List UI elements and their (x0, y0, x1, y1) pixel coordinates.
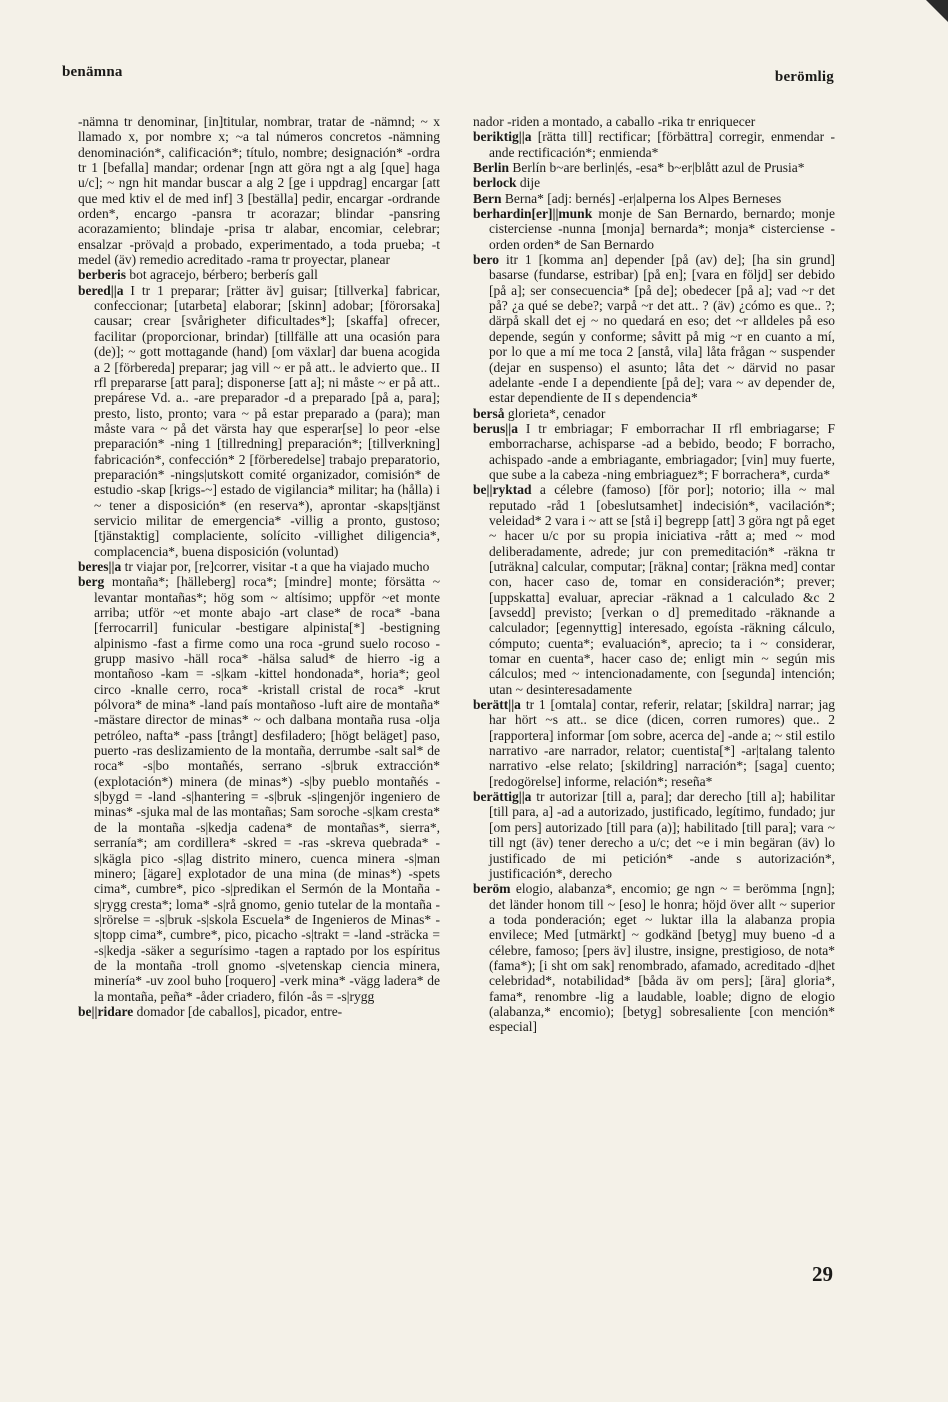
entry-headword: Berlin (473, 160, 509, 176)
page-number: 29 (812, 1262, 833, 1286)
dictionary-entry (473, 114, 835, 129)
entry-headword: berså (473, 405, 505, 421)
right-column (473, 114, 835, 1035)
entry-definition: domador [de caballos], picador, entre- (136, 1003, 343, 1019)
entry-definition: dije (519, 175, 541, 191)
entry-headword: berhardin[er]||munk (473, 206, 593, 222)
dictionary-entry (78, 574, 440, 1004)
dictionary-entry (473, 129, 835, 160)
entry-headword: berberis (78, 267, 126, 283)
entry-definition: I tr embriagar; F emborrachar II rfl embriagarse; F emborracharse, achisparse -ad a bebido, beodo; F borracho, achispado -ande a embriagante, embriagador; [vin] muy fuerte, que sube a la cabeza -ning embriaguez*; F borrachera*, curda* (489, 420, 835, 482)
dictionary-entry (473, 697, 835, 789)
entry-headword: beres||a (78, 558, 122, 574)
dictionary-entry (78, 267, 440, 282)
dictionary-entry (78, 1004, 440, 1019)
dictionary-entry (78, 114, 440, 267)
entry-definition: I tr 1 preparar; [rätter äv] guisar; [tillverka] fabricar, confeccionar; [utarbeta] elaborar; [skinn] adobar; [förorsaka] causar; crear [svårigheter dificultades*]; [skaffa] ofrecer, facilitar (proporcionar, brindar) [tillfälle att una ocasión para (de)]; ~ gott mottagande (hand) [om växlar] dar buena acogida a 2 [förbereda] preparar; jag vill ~ er på att.. le advierto que.. II rfl prepararse [att para]; disponerse [att a]; ni måste ~ er på att.. prepárese Vd. a.. -are preparador -d a preparado [på a, para]; presto, listo, pronto; vara ~ på estar preparado a (para); man måste vara ~ på det värsta hay que esperar[se] lo peor -else preparación* -ning 1 [tillredning] preparación*; [tillverkning] fabricación*, confección* 2 [förberedelse] trabajo preparatorio, preparación* -nings|utskott comité organizador, comisión* de estudio -skap [krigs-~] estado de vigilancia* militar; ha (hålla) i ~ tener a disposición* (en reserva*), aprontar -skaps|tjänst servicio militar de emergencia* -villig a pronto, gustoso; [tjänstaktig] complaciente, solícito -villighet diligencia*, complacencia*, buena disposición (voluntad) (94, 282, 441, 559)
dictionary-entry (473, 252, 835, 405)
left-column (78, 114, 440, 1019)
entry-headword: beröm (473, 881, 511, 897)
guide-word-left: benämna (62, 64, 123, 80)
entry-headword: berg (78, 574, 105, 590)
dictionary-entry (473, 421, 835, 482)
entry-definition: tr 1 [omtala] contar, referir, relatar; [skildra] narrar; jag har hört ~s att.. se dice (dicen, corren rumores) que.. 2 [rapportera] informar [om sobre, acerca de] -ande a; ~ stil estilo narrativo -are narrador, relator; cuentista[*] -ar|talang talento narrativo -else relato; [skildring] narración*; [saga] cuento; [redogörelse] informe, relación*; reseña* (489, 697, 836, 789)
dictionary-entry (473, 482, 835, 697)
entry-headword: berus||a (473, 420, 518, 436)
entry-definition: a célebre (famoso) [för por]; notorio; illa ~ mal reputado -råd 1 [obeslutsamhet] indecisión*, vacilación*; veleidad* 2 vara i ~ att se [stå i] begrepp [att] 3 göra ngt på eget ~ hacer u/c por su propia iniciativa -rått a; med ~ mod deliberadamente, adrede; jur con premeditación* -räkna tr [uträkna] calcular, computar; [räkna] contar; [räkna med] contar con, hacer caso de, tomar en consideración*; prever; [uppskatta] evaluar, apreciar -räknad a 1 calculado &c 2 [avsedd] previsto; [verkan o d] premeditado -räknande a calculador; [egennyttig] interesado, egoísta -räkning cálculo, cómputo; cuenta*; evaluación*, aprecio; ta i ~ considerar, tomar en cuenta*, hacer caso de; enligt min ~ según mis cálculos; med ~ intencionadamente, con [segunda] intención; utan ~ desinteresadamente (489, 482, 836, 697)
entry-headword: be||ridare (78, 1003, 134, 1019)
dictionary-entry (473, 881, 835, 1034)
dictionary-entry (473, 191, 835, 206)
entry-headword: beriktig||a (473, 129, 532, 145)
entry-definition: Berna* [adj: bernés] -er|alperna los Alpes Berneses (504, 190, 782, 206)
guide-word-right: berömlig (774, 69, 834, 85)
entry-headword: berättig||a (473, 789, 532, 805)
dictionary-entry (473, 160, 835, 175)
entry-definition: elogio, alabanza*, encomio; ge ngn ~ = berömma [ngn]; det länder honom till ~ [eso] le honra; höjd över allt ~ superior a toda ponderación; eget ~ luktar illa la alabanza propia envilece; Med [utmärkt] ~ godkänd [betyg] muy bueno -d a célebre, famoso; [pers äv] ilustre, insigne, prestigioso, de nota* (fama*); [i sht om sak] renombrado, afamado, acreditado -d|het celebridad*, notabilidad* [båda äv om pers]; [ära] gloria*, fama*, renombre -lig a laudable, loable; digno de elogio (alabanza,* encomio); [betyg] sobresaliente [con mención* especial] (489, 881, 835, 1035)
entry-headword: berlock (473, 175, 517, 191)
entry-headword: berätt||a (473, 697, 521, 713)
dictionary-entry (78, 283, 440, 559)
entry-definition: [rätta till] rectificar; [förbättra] corregir, enmendar -ande rectificación*; enmienda* (489, 129, 836, 160)
entry-definition: nador -riden a montado, a caballo -rika tr enriquecer (473, 114, 756, 129)
entry-definition: glorieta*, cenador (507, 405, 606, 421)
entry-definition: Berlín b~are berlin|és, -esa* b~er|blått azul de Prusia* (512, 160, 805, 176)
entry-definition: tr autorizar [till a, para]; dar derecho [till a]; habilitar [till para, a] -ad a autorizado, justificado, legítimo, fundado; jur [om pers] autorizado [till para (a)]; habilitado [till para]; vara ~ till ngt (äv) tener derecho a u/c; det ~e i min begäran (äv) lo justificado de mi petición* -ande s autorización*, justificación*, derecho (489, 789, 836, 881)
entry-definition: -nämna tr denominar, [in]titular, nombrar, tratar de -nämnd; ~ x llamado x, por nombre x; ~a tal números concretos -nämning denominación*, calificación*; título, nombre; designación* -ordra tr 1 [befalla] mandar; ordenar [ngn att göra ngt a alg [que] haga u/c]; ~ ngn hit mandar buscar a alg 2 [ge i uppdrag] encargar [att que med ktiv el de med inf] 3 [beställa] pedir, encargar -ordrande orden*, encargo -pansra tr acorazar; blindar -pansring acorazamiento; blindaje -prisa tr alabar, encomiar, celebrar; ensalzar -pröva|d a probado, experimentado, a toda prueba; -t medel (äv) remedio acreditado -rama tr proyectar, planear (78, 114, 440, 268)
entry-headword: Bern (473, 190, 502, 206)
entry-headword: bero (473, 252, 499, 268)
entry-headword: bered||a (78, 282, 124, 298)
dictionary-entry (78, 559, 440, 574)
dictionary-entry (473, 789, 835, 881)
entry-definition: montaña*; [hälleberg] roca*; [mindre] monte; försätta ~ levantar montañas*; hög som ~ altísimo; uppför ~et monte arriba; utför ~et monte abajo -art clase* de roca* -bana [ferrocarril] funicular -bestigare alpinista[*] -bestigning alpinismo -fast a firme como una roca -grund suelo rocoso -grupp masivo -häll roca* -hälsa salud* de hierro -ig a montañoso -kam = -s|kam -kittel hondonada*, horia*; geol circo -knalle cerro, roca* -kristall cristal de roca* -krut pólvora* de mina* -land país montañoso -luft aire de montaña* -mästare director de minas* ~ och dalbana montaña rusa -olja petróleo, nafta* -pass [trångt] desfiladero; [högt beläget] paso, puerto -ras deslizamiento de la montaña, derrumbe -salt sal* de roca* -s|bo montañés, serrano -s|bruk extracción* (explotación*) minera (de minas*) -s|by pueblo montañés -s|bygd = -land -s|hantering = -s|bruk -s|ingenjör ingeniero de minas* -sjuka mal de las montañas; Sam soroche -s|kam cresta* de la montaña -s|kedja cadena* de montañas*, sierra*, serranía*; am cordillera* -skred = -ras -skreva quebrada* -s|kägla pico -s|lag distrito minero, cuenca minera -s|man minero; [ägare] explotador de una mina (de minas*) -spets cima*, cumbre*, pico -s|predikan el Sermón de la Montaña -s|rygg cresta*; loma* -s|rå gnomo, genio tutelar de la montaña -s|rörelse = -s|bruk -s|skola Escuela* de Ingenieros de Minas* -s|topp cima*, cumbre*, pico, picacho -s|trakt = -land -sträcka = -s|kedja -säker a segurísimo -tagen a raptado por los espíritus de la montaña -troll gnomo -s|vetenskap ciencia minera, minería* -uv zool buho [roquero] -verk mina* -vägg ladera* de la montaña, peña* -åder criadero, filón -ås = -s|rygg (94, 574, 440, 1004)
dictionary-entry (473, 206, 835, 252)
dictionary-entry (473, 406, 835, 421)
entry-definition: monje de San Bernardo, bernardo; monje cisterciense -nunna [monja] bernarda*; monja* cisterciense -orden orden* de San Bernardo (489, 206, 836, 252)
entry-definition: itr 1 [komma an] depender [på (av) de]; [ha sin grund] basarse (fundarse, estribar) [på en]; [vara en följd] ser debido [på a]; ser consecuencia* [på de]; obedecer [på a]; vad ~r det på? ¿a qué se debe?; varpå ~r det att.. ? (äv) ¿cómo es que.. ?; därpå skall det ej ~ no quedará en eso; det ~r alldeles på eso depende, según y conforme; såvitt på mig ~r en cuanto a mí, por lo que a mí me toca 2 [anstå, vila] låta frågan ~ suspender (dejar en suspenso) el asunto; låta det ~ därvid no pasar adelante -ende I a dependiente [på de]; vara ~ av depender de, estar dependiente de II s dependencia* (489, 252, 836, 406)
page-corner (926, 0, 948, 22)
entry-definition: tr viajar por, [re]correr, visitar -t a que ha viajado mucho (124, 558, 430, 574)
dictionary-entry (473, 175, 835, 190)
entry-definition: bot agracejo, bérbero; berberís gall (129, 267, 318, 283)
entry-headword: be||ryktad (473, 482, 532, 498)
